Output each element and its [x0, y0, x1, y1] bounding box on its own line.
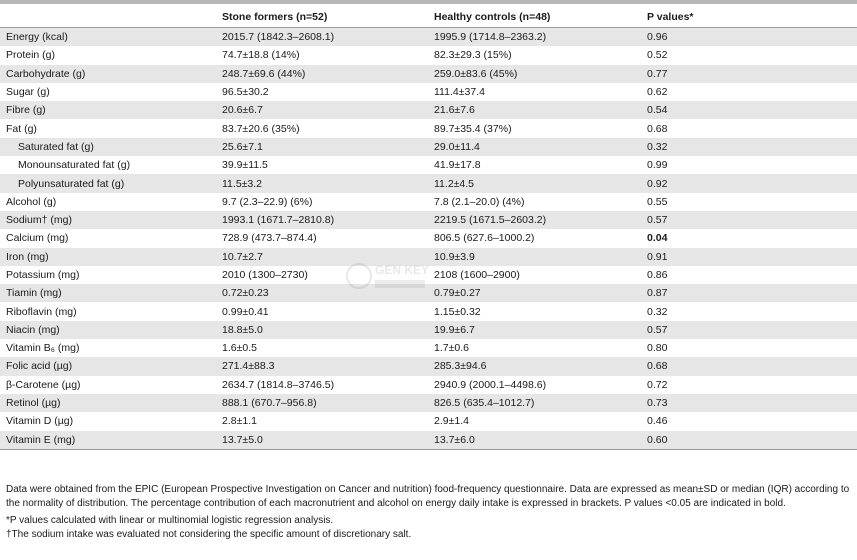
p-value-cell: 0.96 — [641, 28, 857, 47]
table-row — [0, 302, 857, 320]
row-label: Riboflavin (mg) — [0, 302, 216, 320]
stone-formers-cell: 39.9±11.5 — [216, 156, 428, 174]
stone-formers-cell: 0.72±0.23 — [216, 284, 428, 302]
healthy-controls-cell: 2108 (1600–2900) — [428, 266, 641, 284]
p-value-cell: 0.99 — [641, 156, 857, 174]
table-row — [0, 412, 857, 430]
table-row — [0, 46, 857, 64]
row-label: Polyunsaturated fat (g) — [0, 174, 216, 192]
table-row — [0, 65, 857, 83]
stone-formers-cell: 2.8±1.1 — [216, 412, 428, 430]
p-value-cell: 0.54 — [641, 101, 857, 119]
p-value-cell: 0.91 — [641, 248, 857, 266]
stone-formers-cell: 10.7±2.7 — [216, 248, 428, 266]
stone-formers-cell: 2634.7 (1814.8–3746.5) — [216, 376, 428, 394]
stone-formers-cell: 9.7 (2.3–22.9) (6%) — [216, 193, 428, 211]
p-value-cell: 0.68 — [641, 119, 857, 137]
stone-formers-cell: 83.7±20.6 (35%) — [216, 119, 428, 137]
row-label: Potassium (mg) — [0, 266, 216, 284]
stone-formers-cell: 1.6±0.5 — [216, 339, 428, 357]
table-notes — [6, 483, 850, 541]
healthy-controls-cell: 285.3±94.6 — [428, 357, 641, 375]
stone-formers-cell: 2015.7 (1842.3–2608.1) — [216, 28, 428, 47]
healthy-controls-cell: 82.3±29.3 (15%) — [428, 46, 641, 64]
p-value-cell: 0.32 — [641, 302, 857, 320]
healthy-controls-cell: 10.9±3.9 — [428, 248, 641, 266]
stone-formers-cell: 13.7±5.0 — [216, 431, 428, 450]
p-value-cell: 0.80 — [641, 339, 857, 357]
row-label: Calcium (mg) — [0, 229, 216, 247]
row-label: Energy (kcal) — [0, 28, 216, 47]
p-value-cell: 0.57 — [641, 321, 857, 339]
top-strip — [0, 0, 857, 4]
stone-formers-cell: 96.5±30.2 — [216, 83, 428, 101]
row-label: β-Carotene (µg) — [0, 376, 216, 394]
table-row — [0, 248, 857, 266]
healthy-controls-cell: 111.4±37.4 — [428, 83, 641, 101]
p-value-cell: 0.86 — [641, 266, 857, 284]
table-row — [0, 357, 857, 375]
p-value-cell: 0.73 — [641, 394, 857, 412]
stone-formers-cell: 2010 (1300–2730) — [216, 266, 428, 284]
stone-formers-cell: 20.6±6.7 — [216, 101, 428, 119]
stone-formers-cell: 18.8±5.0 — [216, 321, 428, 339]
p-value-cell: 0.32 — [641, 138, 857, 156]
healthy-controls-cell: 13.7±6.0 — [428, 431, 641, 450]
table-row — [0, 83, 857, 101]
healthy-controls-cell: 2940.9 (2000.1–4498.6) — [428, 376, 641, 394]
row-label: Retinol (µg) — [0, 394, 216, 412]
healthy-controls-cell: 1.7±0.6 — [428, 339, 641, 357]
row-label: Fat (g) — [0, 119, 216, 137]
healthy-controls-cell: 1.15±0.32 — [428, 302, 641, 320]
note-main: Data were obtained from the EPIC (European Prospective Investigation on Cancer and nutrition) food-frequency questionnaire. Data are expressed as mean±SD or median (IQR) according to the normality of distribution. The percentage contribution of each macronutrient and alcohol on energy daily intake is expressed in brackets. P values <0.05 are indicated in bold. — [6, 484, 850, 509]
stone-formers-cell: 11.5±3.2 — [216, 174, 428, 192]
p-value-cell: 0.62 — [641, 83, 857, 101]
healthy-controls-cell: 2.9±1.4 — [428, 412, 641, 430]
row-label: Sodium† (mg) — [0, 211, 216, 229]
row-label: Niacin (mg) — [0, 321, 216, 339]
healthy-controls-cell: 19.9±6.7 — [428, 321, 641, 339]
row-label: Folic acid (µg) — [0, 357, 216, 375]
table-row — [0, 339, 857, 357]
p-value-cell: 0.77 — [641, 65, 857, 83]
header-nutrient — [0, 6, 216, 28]
table-row — [0, 431, 857, 450]
healthy-controls-cell: 1995.9 (1714.8–2363.2) — [428, 28, 641, 47]
healthy-controls-cell: 29.0±11.4 — [428, 138, 641, 156]
header-stone-formers: Stone formers (n=52) — [216, 6, 428, 28]
note-pvalue: *P values calculated with linear or multinomial logistic regression analysis. — [6, 515, 334, 527]
table-row — [0, 138, 857, 156]
table-row — [0, 156, 857, 174]
row-label: Iron (mg) — [0, 248, 216, 266]
healthy-controls-cell: 11.2±4.5 — [428, 174, 641, 192]
table-row — [0, 174, 857, 192]
table-row — [0, 321, 857, 339]
row-label: Sugar (g) — [0, 83, 216, 101]
header-healthy-controls: Healthy controls (n=48) — [428, 6, 641, 28]
healthy-controls-cell: 21.6±7.6 — [428, 101, 641, 119]
p-value-cell: 0.55 — [641, 193, 857, 211]
p-value-cell: 0.52 — [641, 46, 857, 64]
stone-formers-cell: 271.4±88.3 — [216, 357, 428, 375]
stone-formers-cell: 1993.1 (1671.7–2810.8) — [216, 211, 428, 229]
p-value-cell: 0.04 — [641, 229, 857, 247]
healthy-controls-cell: 7.8 (2.1–20.0) (4%) — [428, 193, 641, 211]
header-p-values: P values* — [641, 6, 857, 28]
table-row — [0, 101, 857, 119]
stone-formers-cell: 248.7±69.6 (44%) — [216, 65, 428, 83]
healthy-controls-cell: 41.9±17.8 — [428, 156, 641, 174]
stone-formers-cell: 0.99±0.41 — [216, 302, 428, 320]
row-label: Tiamin (mg) — [0, 284, 216, 302]
row-label: Vitamin D (µg) — [0, 412, 216, 430]
row-label: Vitamin E (mg) — [0, 431, 216, 450]
p-value-cell: 0.87 — [641, 284, 857, 302]
table-row — [0, 394, 857, 412]
row-label: Vitamin B₆ (mg) — [0, 339, 216, 357]
healthy-controls-cell: 806.5 (627.6–1000.2) — [428, 229, 641, 247]
row-label: Carbohydrate (g) — [0, 65, 216, 83]
healthy-controls-cell: 89.7±35.4 (37%) — [428, 119, 641, 137]
table-header-row — [0, 6, 857, 28]
table-body — [0, 28, 857, 450]
p-value-cell: 0.92 — [641, 174, 857, 192]
p-value-cell: 0.46 — [641, 412, 857, 430]
table-row — [0, 266, 857, 284]
row-label: Monounsaturated fat (g) — [0, 156, 216, 174]
stone-formers-cell: 74.7±18.8 (14%) — [216, 46, 428, 64]
table-row — [0, 376, 857, 394]
table-row — [0, 211, 857, 229]
p-value-cell: 0.68 — [641, 357, 857, 375]
row-label: Protein (g) — [0, 46, 216, 64]
row-label: Alcohol (g) — [0, 193, 216, 211]
note-sodium: †The sodium intake was evaluated not considering the specific amount of discretionary salt. — [6, 528, 412, 540]
p-value-cell: 0.60 — [641, 431, 857, 450]
p-value-cell: 0.57 — [641, 211, 857, 229]
table-row — [0, 119, 857, 137]
healthy-controls-cell: 0.79±0.27 — [428, 284, 641, 302]
nutrient-table — [0, 6, 857, 450]
table-row — [0, 193, 857, 211]
table-row — [0, 28, 857, 47]
stone-formers-cell: 25.6±7.1 — [216, 138, 428, 156]
healthy-controls-cell: 826.5 (635.4–1012.7) — [428, 394, 641, 412]
healthy-controls-cell: 259.0±83.6 (45%) — [428, 65, 641, 83]
p-value-cell: 0.72 — [641, 376, 857, 394]
row-label: Fibre (g) — [0, 101, 216, 119]
stone-formers-cell: 728.9 (473.7–874.4) — [216, 229, 428, 247]
healthy-controls-cell: 2219.5 (1671.5–2603.2) — [428, 211, 641, 229]
row-label: Saturated fat (g) — [0, 138, 216, 156]
stone-formers-cell: 888.1 (670.7–956.8) — [216, 394, 428, 412]
table-row — [0, 284, 857, 302]
table-row — [0, 229, 857, 247]
